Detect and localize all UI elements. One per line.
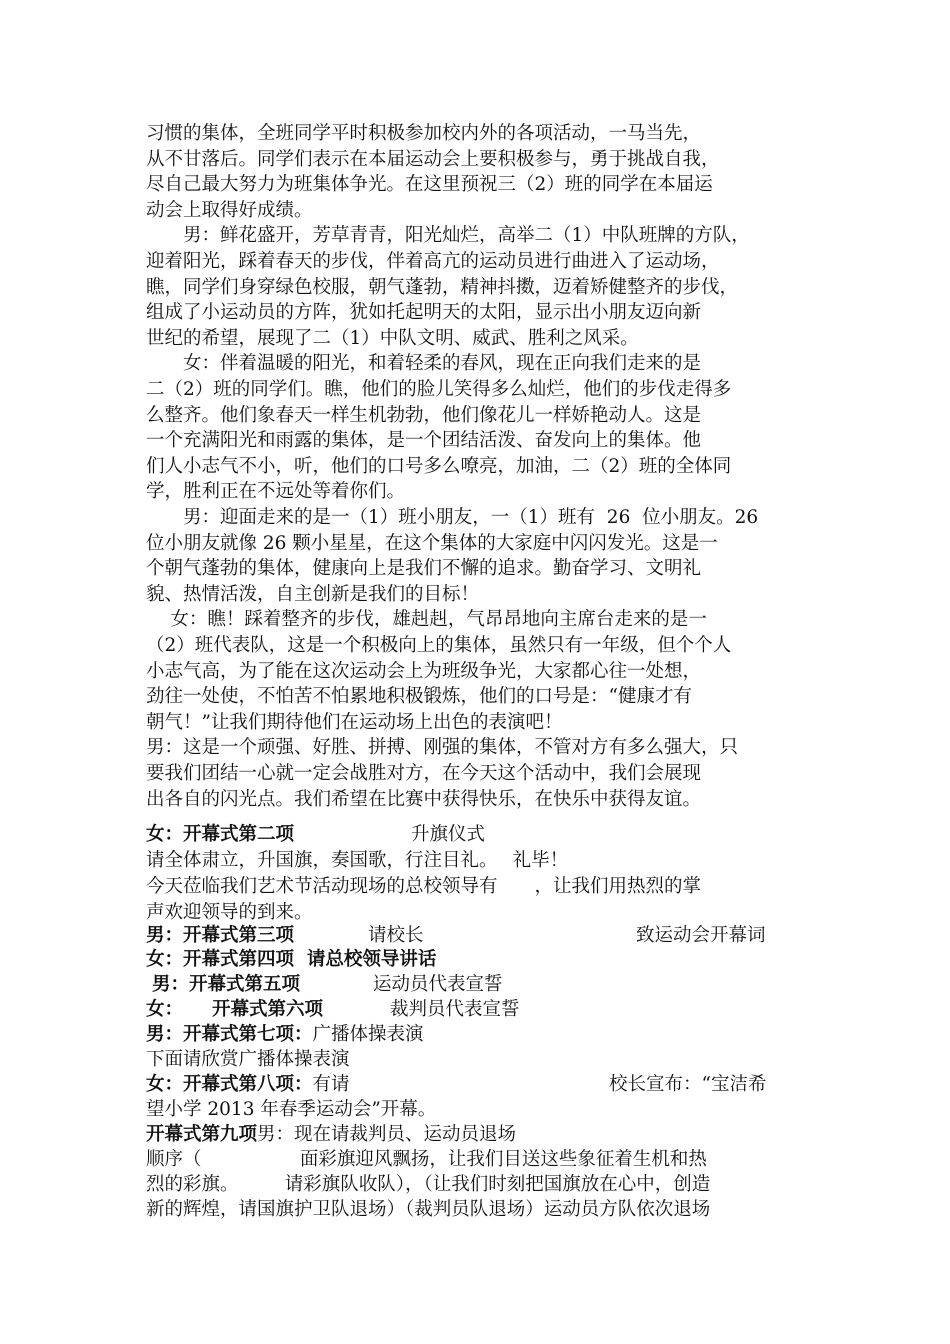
paragraph-line: 位小朋友就像 26 颗小星星，在这个集体的大家庭中闪闪发光。这是一 — [146, 532, 718, 554]
agenda-line: 请全体肃立，升国旗，奏国歌，行注目礼。 礼毕！ — [146, 850, 569, 871]
agenda-line: 新的辉煌，请国旗护卫队退场）（裁判员队退场）运动员方队依次退场 — [146, 1199, 711, 1220]
paragraph-line: 女：伴着温暖的阳光，和着轻柔的春风，现在正向我们走来的是 — [146, 353, 702, 375]
paragraph-line: 世纪的希望，展现了二（1）中队文明、威武、胜利之风采。 — [146, 327, 639, 349]
agenda-line: 下面请欣赏广播体操表演 — [146, 1049, 350, 1070]
agenda-item-4: 女：开幕式第四项 请总校领导讲话 — [146, 949, 437, 970]
paragraph-line: 朝气！”让我们期待他们在运动场上出色的表演吧！ — [146, 711, 563, 733]
paragraph-line: 女：瞧！踩着整齐的步伐，雄赳赳，气昂昂地向主席台走来的是一 — [146, 609, 707, 631]
agenda-item-2 — [146, 822, 486, 848]
paragraph-line: 迎着阳光，踩着春天的步伐，伴着高亢的运动员进行曲进入了运动场， — [146, 251, 720, 272]
agenda-item-8 — [146, 1072, 767, 1098]
agenda-line: 顺序（ 面彩旗迎风飘扬，让我们目送这些象征着生机和热 — [146, 1149, 707, 1170]
paragraph-line: 男：这是一个顽强、好胜、拼搏、刚强的集体，不管对方有多么强大，只 — [146, 737, 739, 759]
agenda-item-5 — [152, 972, 503, 998]
agenda-line: 望小学 2013 年春季运动会”开幕。 — [146, 1099, 437, 1120]
paragraph-line: 小志气高，为了能在这次运动会上为班级争光，大家都心往一处想， — [146, 660, 702, 682]
agenda-heading: 女： — [146, 999, 184, 1020]
paragraph-line: 学，胜利正在不远处等着你们。 — [146, 481, 406, 503]
paragraph-line: 从不甘落后。同学们表示在本届运动会上要积极参与，勇于挑战自我， — [146, 148, 720, 170]
agenda-heading: 男：开幕式第三项 — [146, 925, 295, 946]
agenda-text: 裁判员代表宣誓 — [390, 999, 520, 1020]
paragraph-line: 组成了小运动员的方阵，犹如托起明天的太阳，显示出小朋友迈向新 — [146, 302, 702, 324]
paragraph-line: 男：鲜花盛开，芳草青青，阳光灿烂，高举二（1）中队班牌的方队， — [146, 225, 750, 247]
agenda-item-3 — [146, 923, 766, 949]
agenda-line: 声欢迎领导的到来。 — [146, 902, 313, 923]
agenda-text: 男：现在请裁判员、运动员退场 — [257, 1124, 517, 1145]
agenda-heading: 开幕式第九项 — [146, 1124, 258, 1145]
agenda-text-right: 致运动会开幕词 — [636, 925, 766, 946]
paragraph-line: 一个充满阳光和雨露的集体，是一个团结活泼、奋发向上的集体。他 — [146, 430, 702, 452]
paragraph-line: 习惯的集体，全班同学平时积极参加校内外的各项活动，一马当先， — [146, 123, 702, 144]
paragraph-line: 二（2）班的同学们。瞧，他们的脸儿笑得多么灿烂，他们的步伐走得多 — [146, 379, 732, 400]
agenda-item-6 — [146, 997, 520, 1023]
agenda-text: 升旗仪式 — [411, 824, 486, 845]
agenda-text: 广播体操表演 — [312, 1024, 424, 1045]
paragraph-line: 瞧，同学们身穿绿色校服，朝气蓬勃，精神抖擞，迈着矫健整齐的步伐， — [146, 276, 739, 298]
paragraph-line: 动会上取得好成绩。 — [146, 199, 313, 221]
paragraph-line: 貌、热情活泼，自主创新是我们的目标！ — [146, 583, 480, 605]
paragraph-line: 出各自的闪光点。我们希望在比赛中获得快乐，在快乐中获得友谊。 — [146, 788, 702, 810]
agenda-item-9 — [146, 1122, 516, 1148]
paragraph-line: 们人小志气不小，听，他们的口号多么嘹亮，加油，二（2）班的全体同 — [146, 455, 732, 477]
paragraph-line: 劲往一处使，不怕苦不怕累地积极锻炼，他们的口号是：“健康才有 — [146, 686, 692, 708]
agenda-line: 烈的彩旗。 请彩旗队收队），（让我们时刻把国旗放在心中，创造 — [146, 1174, 711, 1195]
agenda-text-right: 校长宣布：“宝洁希 — [609, 1074, 767, 1095]
agenda-heading: 女：开幕式第八项： — [146, 1074, 313, 1095]
agenda-text: 请校长 — [368, 925, 424, 946]
agenda-heading: 男：开幕式第七项： — [146, 1024, 313, 1045]
paragraph-line: 尽自己最大努力为班集体争光。在这里预祝三（2）班的同学在本届运 — [146, 174, 713, 196]
agenda-text: 有请 — [312, 1074, 350, 1095]
agenda-heading: 女：开幕式第二项 — [146, 824, 295, 845]
agenda-item-7 — [146, 1022, 424, 1048]
paragraph-line: 男：迎面走来的是一（1）班小朋友，一（1）班有 26 位小朋友。26 — [146, 507, 759, 528]
agenda-line: 今天莅临我们艺术节活动现场的总校领导有 ，让我们用热烈的掌 — [146, 876, 702, 897]
paragraph-line: 要我们团结一心就一定会战胜对方，在今天这个活动中，我们会展现 — [146, 763, 702, 784]
agenda-heading: 开幕式第六项 — [212, 999, 324, 1020]
paragraph-line: 么整齐。他们象春天一样生机勃勃，他们像花儿一样娇艳动人。这是 — [146, 404, 702, 426]
agenda-heading: 男：开幕式第五项 — [152, 974, 301, 995]
agenda-text: 运动员代表宣誓 — [373, 974, 503, 995]
paragraph-line: （2）班代表队，这是一个积极向上的集体，虽然只有一年级，但个个人 — [146, 635, 732, 656]
paragraph-line: 个朝气蓬勃的集体，健康向上是我们不懈的追求。勤奋学习、文明礼 — [146, 558, 702, 580]
